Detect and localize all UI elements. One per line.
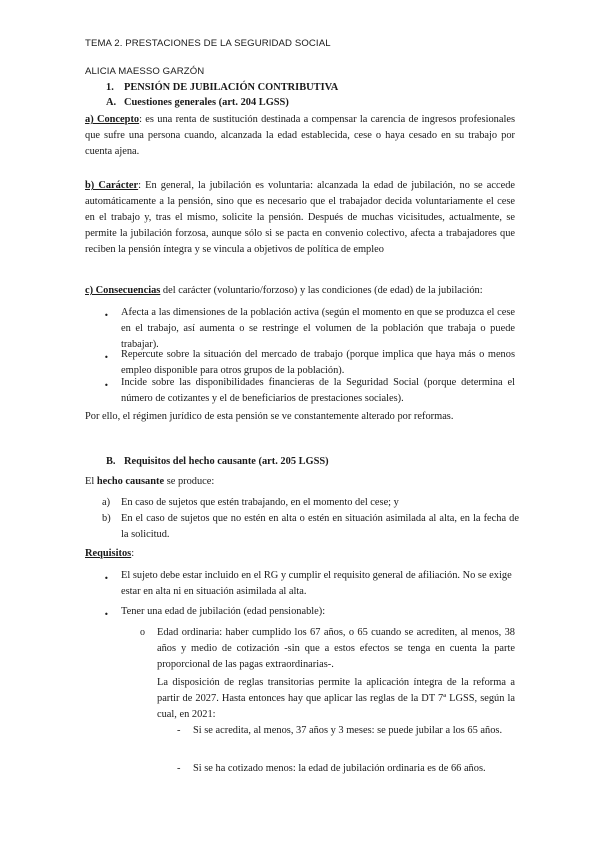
case-item: En caso de sujetos que estén trabajando, en el momento del cese; y xyxy=(121,497,399,508)
requisitos-heading: Requisitos: xyxy=(85,548,135,559)
course-header: TEMA 2. PRESTACIONES DE LA SEGURIDAD SOCIAL xyxy=(85,38,331,49)
dash-icon: - xyxy=(177,725,181,736)
list-item: Incide sobre las disponibilidades financieras de la Seguridad Social (porque determina el número de cotizantes y el de beneficiarios de prestaciones sociales). xyxy=(121,377,515,404)
disposicion-paragraph: La disposición de reglas transitorias permite la aplicación íntegra de la reforma a partir de 2027. Hasta entonces hay que aplicar las reglas de la DT 7ª LGSS, según la cual, en 2021: xyxy=(157,677,515,720)
subsection-a-letter: A. xyxy=(106,97,117,108)
concepto-label: a) Concepto xyxy=(85,114,140,125)
list-item: Afecta a las dimensiones de la población activa (según el momento en que se produzca el cese en el trabajo, así aumenta o se restringe el volumen de la población que trabaja o puede trabajar). xyxy=(121,307,515,350)
hecho-causante-intro: El hecho causante se produce: xyxy=(85,476,215,487)
subsection-b-letter: B. xyxy=(106,456,116,467)
consecuencias-conclusion: Por ello, el régimen jurídico de esta pensión se ve constantemente alterado por reformas. xyxy=(85,411,454,422)
concepto-paragraph xyxy=(85,112,515,160)
bullet-icon: • xyxy=(104,311,109,320)
case-marker: b) xyxy=(102,513,111,524)
edad-ordinaria-item: Edad ordinaria: haber cumplido los 67 años, o 65 cuando se acrediten, al menos, 38 años y medio de cotización -sin que a estos efectos se tenga en cuenta la parte proporcional de las pagas extraordinarias-. xyxy=(157,627,515,670)
dash-item: Si se ha cotizado menos: la edad de jubilación ordinaria es de 66 años. xyxy=(193,763,486,774)
bullet-icon: • xyxy=(104,574,109,583)
bullet-icon: • xyxy=(104,381,109,390)
caracter-paragraph xyxy=(85,178,515,258)
dash-item: Si se acredita, al menos, 37 años y 3 meses: se puede jubilar a los 65 años. xyxy=(193,725,503,736)
requisito-item: Tener una edad de jubilación (edad pensionable): xyxy=(121,606,326,617)
list-item: Repercute sobre la situación del mercado de trabajo (porque implica que haya más o menos empleo disponible para otros grupos de la población). xyxy=(121,349,515,376)
sub-bullet-icon: o xyxy=(140,627,145,638)
author-name: ALICIA MAESSO GARZÓN xyxy=(85,66,205,77)
caracter-text: : En general, la jubilación es voluntaria: alcanzada la edad de jubilación, no se accede automáticamente a la pensión, sino que es necesario que el trabajador decida voluntariamente el cese en el trabajo y, tras el mismo, solicite la pensión. Después de muchas vicisitudes, actualmente, se permite la jubilación forzosa, aunque sólo si se pacta en convenio colectivo, afecta a trabajadores que reciben la pensión íntegra y se vincula a objetivos de política de empleo xyxy=(85,180,516,255)
subsection-b-title: Requisitos del hecho causante (art. 205 LGSS) xyxy=(124,456,329,467)
requisito-item: El sujeto debe estar incluido en el RG y cumplir el requisito general de afiliación. No se exige estar en alta ni en situación asimilada al alta. xyxy=(121,570,512,597)
case-marker: a) xyxy=(102,497,111,508)
subsection-a-title: Cuestiones generales (art. 204 LGSS) xyxy=(124,97,289,108)
concepto-text: : es una renta de sustitución destinada a compensar la carencia de ingresos profesionales que sufre una persona cuando, alcanzada la edad establecida, cese o haya cesado en su trabajo por cuenta ajena. xyxy=(85,114,516,157)
dash-icon: - xyxy=(177,763,181,774)
section-title: PENSIÓN DE JUBILACIÓN CONTRIBUTIVA xyxy=(124,82,339,93)
consecuencias-label: c) Consecuencias xyxy=(85,285,161,296)
bullet-icon: • xyxy=(104,610,109,619)
hecho-causante-term: hecho causante xyxy=(96,476,165,487)
consecuencias-text: del carácter (voluntario/forzoso) y las condiciones (de edad) de la jubilación: xyxy=(160,285,483,296)
case-item: En el caso de sujetos que no estén en alta o estén en situación asimilada al alta, en la fecha de la solicitud. xyxy=(121,513,519,540)
consecuencias-paragraph xyxy=(85,283,525,299)
section-number: 1. xyxy=(106,82,114,93)
caracter-label: b) Carácter xyxy=(85,180,139,191)
bullet-icon: • xyxy=(104,353,109,362)
